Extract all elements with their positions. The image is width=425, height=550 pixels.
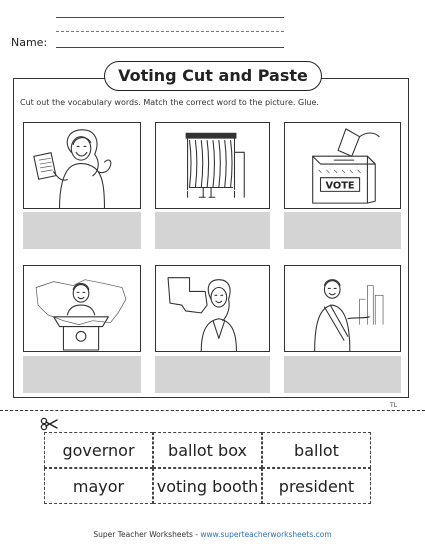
word-label: ballot	[294, 441, 339, 460]
corner-mark: TL	[390, 402, 398, 409]
word-card[interactable]	[153, 468, 262, 504]
word-grid	[44, 432, 372, 505]
mayor-with-sash-icon	[285, 266, 400, 351]
footer	[0, 530, 425, 539]
picture-ballot	[23, 122, 141, 209]
paste-box-2[interactable]	[155, 212, 270, 249]
voting-booth-icon	[156, 123, 269, 208]
name-label: Name:	[11, 36, 48, 49]
word-label: governor	[62, 441, 135, 460]
instructions: Cut out the vocabulary words. Match the correct word to the picture. Glue.	[20, 98, 319, 107]
word-card[interactable]	[153, 432, 262, 468]
president-at-podium-icon	[24, 266, 140, 351]
cut-line	[0, 410, 425, 411]
footer-separator: -	[192, 530, 201, 539]
footer-url-link[interactable]: www.superteacherworksheets.com	[200, 530, 332, 539]
woman-holding-ballot-icon	[24, 123, 140, 208]
paste-box-1[interactable]	[23, 212, 141, 249]
footer-brand: Super Teacher Worksheets	[93, 530, 193, 539]
word-card[interactable]	[44, 432, 153, 468]
word-label: ballot box	[168, 441, 247, 460]
picture-mayor	[284, 265, 401, 352]
picture-president	[23, 265, 141, 352]
ballot-box-vote-label: VOTE	[325, 180, 355, 192]
paste-box-4[interactable]	[23, 356, 141, 393]
paste-box-5[interactable]	[155, 356, 270, 393]
word-card[interactable]	[262, 432, 371, 468]
word-card[interactable]	[262, 468, 371, 504]
name-line[interactable]	[56, 47, 284, 48]
word-label: mayor	[72, 477, 125, 496]
picture-governor	[155, 265, 270, 352]
picture-voting-booth	[155, 122, 270, 209]
paste-box-6[interactable]	[284, 356, 401, 393]
ballot-box-icon	[285, 123, 400, 208]
picture-ballot-box	[284, 122, 401, 209]
governor-with-state-map-icon	[156, 266, 269, 351]
top-line	[56, 17, 284, 18]
paste-box-3[interactable]	[284, 212, 401, 249]
scissors-icon	[40, 417, 58, 431]
word-label: voting booth	[156, 477, 259, 496]
top-dashed-line	[56, 31, 284, 32]
worksheet-title: Voting Cut and Paste	[104, 61, 322, 91]
word-card[interactable]	[44, 468, 153, 504]
word-label: president	[278, 477, 355, 496]
